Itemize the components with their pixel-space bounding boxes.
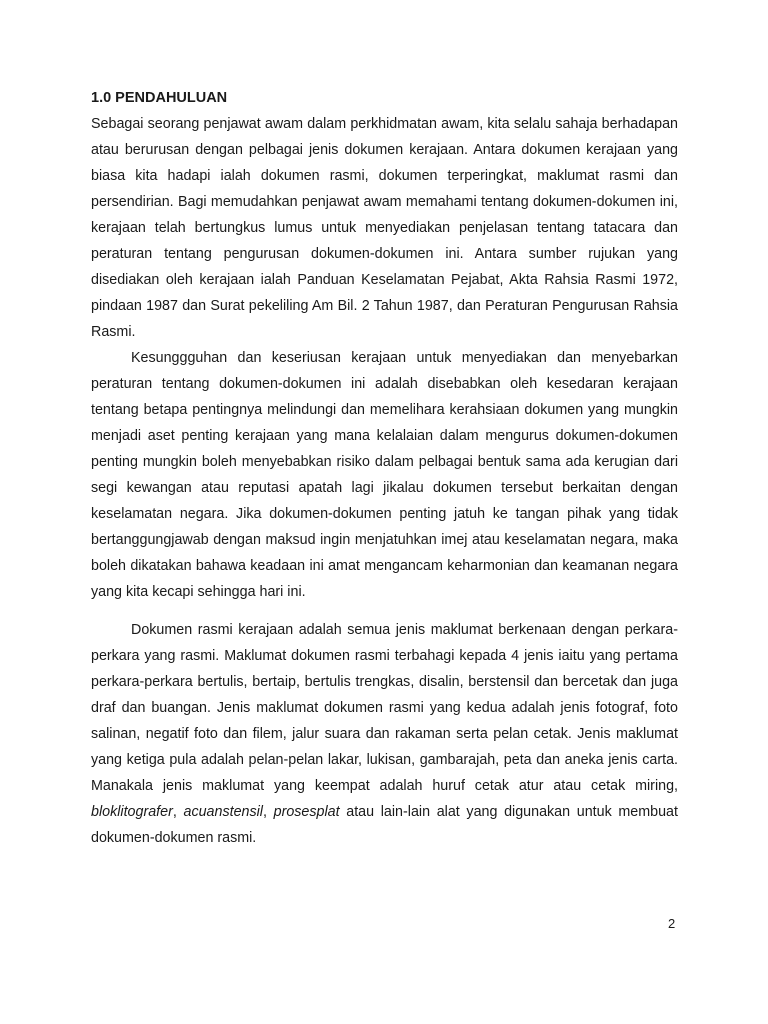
separator: , bbox=[262, 804, 274, 820]
paragraph-official-documents bbox=[91, 617, 678, 851]
term-bloklitografer: bloklitografer bbox=[91, 804, 173, 820]
paragraph-text-start: Dokumen rasmi kerajaan adalah semua jenis maklumat berkenaan dengan perkara-perkara yang rasmi. Maklumat dokumen rasmi terbahagi kepada 4 jenis iaitu yang pertama perkara-perkara bertulis, bertaip, bertulis trengkas, disalin, berstensil dan bercetak dan juga draf dan buangan. Jenis maklumat dokumen rasmi yang kedua adalah jenis fotograf, foto salinan, negatif foto dan filem, jalur suara dan rakaman serta pelan cetak. Jenis maklumat yang ketiga pula adalah pelan-pelan lakar, lukisan, gambarajah, peta dan aneka jenis carta. Manakala jenis maklumat yang keempat adalah huruf cetak atur atau cetak miring, bbox=[91, 622, 678, 794]
paragraph-introduction: Sebagai seorang penjawat awam dalam perkhidmatan awam, kita selalu sahaja berhadapan atau berurusan dengan pelbagai jenis dokumen kerajaan. Antara dokumen kerajaan yang biasa kita hadapi ialah dokumen rasmi, dokumen terperingkat, maklumat rasmi dan persendirian. Bagi memudahkan penjawat awam memahami tentang dokumen-dokumen ini, kerajaan telah bertungkus lumus untuk menyediakan penjelasan tentang tatacara dan peraturan tentang pengurusan dokumen-dokumen ini. Antara sumber rujukan yang disediakan oleh kerajaan ialah Panduan Keselamatan Pejabat, Akta Rahsia Rasmi 1972, pindaan 1987 dan Surat pekeliling Am Bil. 2 Tahun 1987, dan Peraturan Pengurusan Rahsia Rasmi. bbox=[91, 116, 678, 340]
paragraph-text-end: atau lain-lain alat yang digunakan untuk membuat dokumen-dokumen rasmi. bbox=[91, 804, 678, 846]
document-body bbox=[91, 86, 678, 851]
section-heading: 1.0 PENDAHULUAN bbox=[91, 90, 228, 106]
page-number: 2 bbox=[668, 916, 676, 931]
term-prosesplat: prosesplat bbox=[273, 804, 340, 820]
separator: , bbox=[172, 804, 184, 820]
paragraph-seriousness: Kesunggguhan dan keseriusan kerajaan untuk menyediakan dan menyebarkan peraturan tentang dokumen-dokumen ini adalah disebabkan oleh kesedaran kerajaan tentang betapa pentingnya melindungi dan memelihara kerahsiaan dokumen yang mungkin menjadi aset penting kerajaan yang mana kelalaian dalam mengurus dokumen-dokumen penting mungkin boleh menyebabkan risiko dalam pelbagai bentuk sama ada kerugian dari segi kewangan atau reputasi apatah lagi jikalau dokumen tersebut berkaitan dengan keselamatan negara. Jika dokumen-dokumen penting jatuh ke tangan pihak yang tidak bertanggungjawab dengan maksud ingin menjatuhkan imej atau keselamatan negara, maka boleh dikatakan bahawa keadaan ini amat mengancam keharmonian dan keamanan negara yang kita kecapi sehingga hari ini. bbox=[91, 350, 678, 600]
term-acuanstensil: acuanstensil bbox=[183, 804, 263, 820]
